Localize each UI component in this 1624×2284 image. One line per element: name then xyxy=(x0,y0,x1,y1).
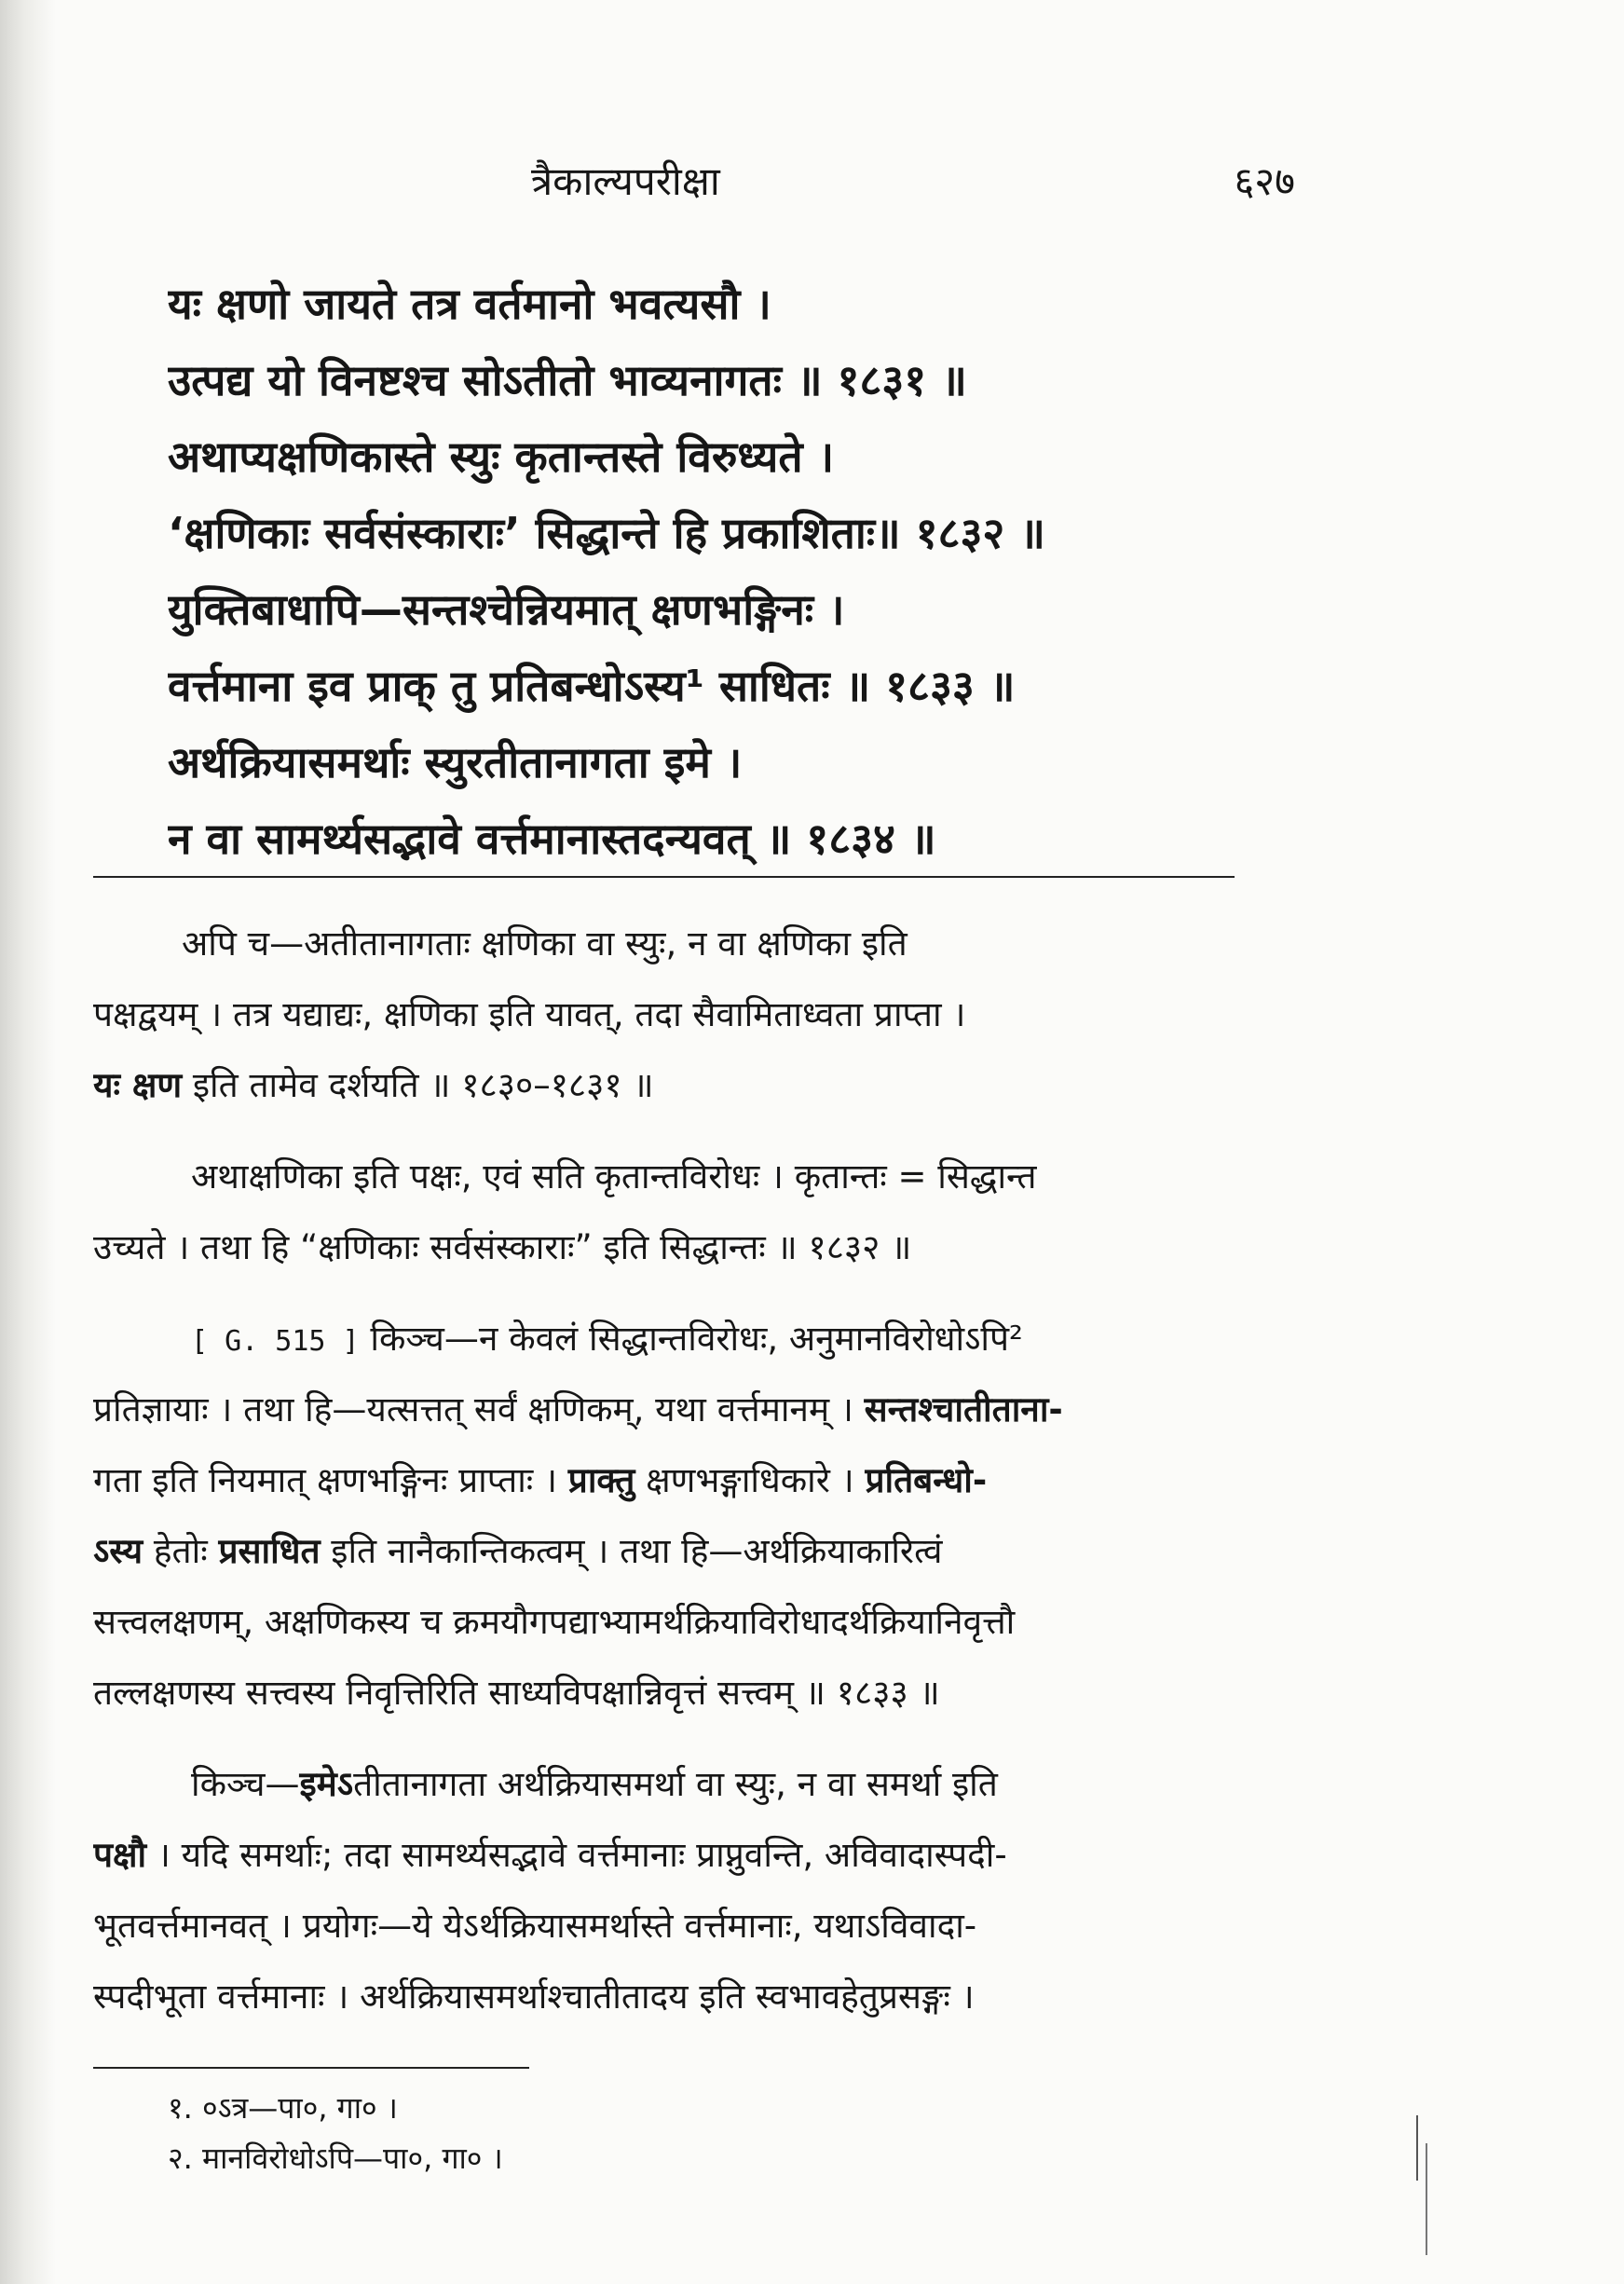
verse-pratika: यः क्षण xyxy=(93,1065,183,1105)
commentary-text: किञ्च— xyxy=(191,1764,300,1804)
commentary-text: । यदि समर्थाः; तदा सामर्थ्यसद्भावे वर्त्तमानाः प्राप्नुवन्ति, अविवादास्पदी- xyxy=(146,1835,1007,1875)
verse-pratika: पक्षौ xyxy=(93,1835,147,1875)
footnotes xyxy=(168,2083,820,2183)
verse-divider xyxy=(93,876,1235,878)
commentary-line xyxy=(93,1304,1258,1375)
verse-line: न वा सामर्थ्यसद्भावे वर्त्तमानास्तदन्यवत् ॥ १८३४ ॥ xyxy=(168,814,936,864)
verse-pratika: इमेऽ xyxy=(299,1764,354,1804)
verse-pratika: सन्तश्चातीताना- xyxy=(864,1389,1063,1429)
verse-line: अथाप्यक्षणिकास्ते स्युः कृतान्तस्ते विरुध्यते । xyxy=(168,431,835,482)
verse-block xyxy=(168,266,1239,877)
commentary-line xyxy=(93,1820,1258,1891)
commentary-text: क्षणभङ्गाधिकारे । xyxy=(635,1460,866,1500)
verse-line: ‘क्षणिकाः सर्वसंस्काराः’ सिद्धान्ते हि प्रकाशिताः॥ १८३२ ॥ xyxy=(168,508,1045,558)
commentary-line: तल्लक्षणस्य सत्त्वस्य निवृत्तिरिति साध्यविपक्षान्निवृत्तं सत्त्वम् ॥ १८३३ ॥ xyxy=(93,1673,940,1713)
edition-page-ref: [ G. 515 ] xyxy=(191,1325,360,1358)
verse-line: उत्पद्य यो विनष्टश्च सोऽतीतो भाव्यनागतः ॥ १८३१ ॥ xyxy=(168,355,967,405)
verse-line: युक्तिबाधापि—सन्तश्चेन्नियमात् क्षणभङ्गिनः । xyxy=(168,584,845,635)
running-title: त्रैकाल्यपरीक्षा xyxy=(531,158,720,204)
verse-pratika: प्रसाधित xyxy=(218,1531,321,1571)
verse-line: अर्थक्रियासमर्थाः स्युरतीतानागता इमे । xyxy=(168,737,743,787)
commentary-text: गता इति नियमात् क्षणभङ्गिनः प्राप्ताः । xyxy=(93,1460,568,1500)
verse-line: यः क्षणो जायते तत्र वर्तमानो भवत्यसौ । xyxy=(168,279,771,329)
commentary-paragraph xyxy=(93,1142,1258,1283)
commentary-line xyxy=(93,1516,1258,1587)
footnote-divider xyxy=(93,2067,529,2069)
commentary-line xyxy=(93,1375,1258,1445)
commentary-line xyxy=(93,1445,1258,1516)
margin-scan-mark xyxy=(1426,2143,1427,2255)
commentary-text: तीतानागता अर्थक्रियासमर्था वा स्युः, न वा समर्था इति xyxy=(353,1764,998,1804)
commentary-paragraph xyxy=(93,909,1258,1121)
commentary-line: भूतवर्त्तमानवत् । प्रयोगः—ये येऽर्थक्रियासमर्थास्ते वर्त्तमानाः, यथाऽविवादा- xyxy=(93,1906,977,1946)
commentary-text: किञ्च—न केवलं सिद्धान्तविरोधः, अनुमानविरोधोऽपि² xyxy=(359,1319,1023,1359)
commentary-line: अपि च—अतीतानागताः क्षणिका वा स्युः, न वा क्षणिका इति xyxy=(182,923,908,964)
commentary-text: प्रतिज्ञायाः । तथा हि—यत्सत्तत् सर्वं क्षणिकम्, यथा वर्त्तमानम् । xyxy=(93,1389,865,1429)
verse-pratika: ऽस्य xyxy=(93,1531,143,1571)
commentary-line xyxy=(93,1749,1258,1820)
footnote: १. ०ऽत्र—पा०, गा० । xyxy=(168,2090,398,2126)
commentary xyxy=(93,909,1258,2053)
commentary-line: पक्षद्वयम् । तत्र यद्याद्यः, क्षणिका इति यावत्, तदा सैवामिताध्वता प्राप्ता । xyxy=(93,994,966,1034)
margin-scan-mark xyxy=(1416,2115,1418,2181)
verse-pratika: प्रतिबन्धो- xyxy=(865,1460,988,1500)
commentary-line: सत्त्वलक्षणम्, अक्षणिकस्य च क्रमयौगपद्याभ्यामर्थक्रियाविरोधादर्थक्रियानिवृत्तौ xyxy=(93,1602,1016,1642)
verse-line: वर्त्तमाना इव प्राक् तु प्रतिबन्धोऽस्य¹ साधितः ॥ १८३३ ॥ xyxy=(168,661,1016,711)
commentary-line: स्पदीभूता वर्त्तमानाः । अर्थक्रियासमर्थाश्चातीतादय इति स्वभावहेतुप्रसङ्गः । xyxy=(93,1976,975,2017)
footnote: २. मानविरोधोऽपि—पा०, गा० । xyxy=(168,2140,503,2176)
commentary-line xyxy=(93,1050,1258,1121)
verse-pratika: प्राक्तु xyxy=(567,1460,635,1500)
commentary-line: अथाक्षणिका इति पक्षः, एवं सति कृतान्तविरोधः । कृतान्तः = सिद्धान्त xyxy=(191,1156,1037,1197)
page-number: ६२७ xyxy=(1234,158,1295,204)
commentary-text: हेतोः xyxy=(143,1531,219,1571)
commentary-paragraph xyxy=(93,1304,1258,1729)
commentary-text: इति नानैकान्तिकत्वम् । तथा हि—अर्थक्रियाकारित्वं xyxy=(320,1531,943,1571)
commentary-text: इति तामेव दर्शयति ॥ १८३०–१८३१ ॥ xyxy=(182,1065,654,1105)
commentary-line: उच्यते । तथा हि “क्षणिकाः सर्वसंस्काराः” इति सिद्धान्तः ॥ १८३२ ॥ xyxy=(93,1227,912,1267)
commentary-paragraph xyxy=(93,1749,1258,2032)
